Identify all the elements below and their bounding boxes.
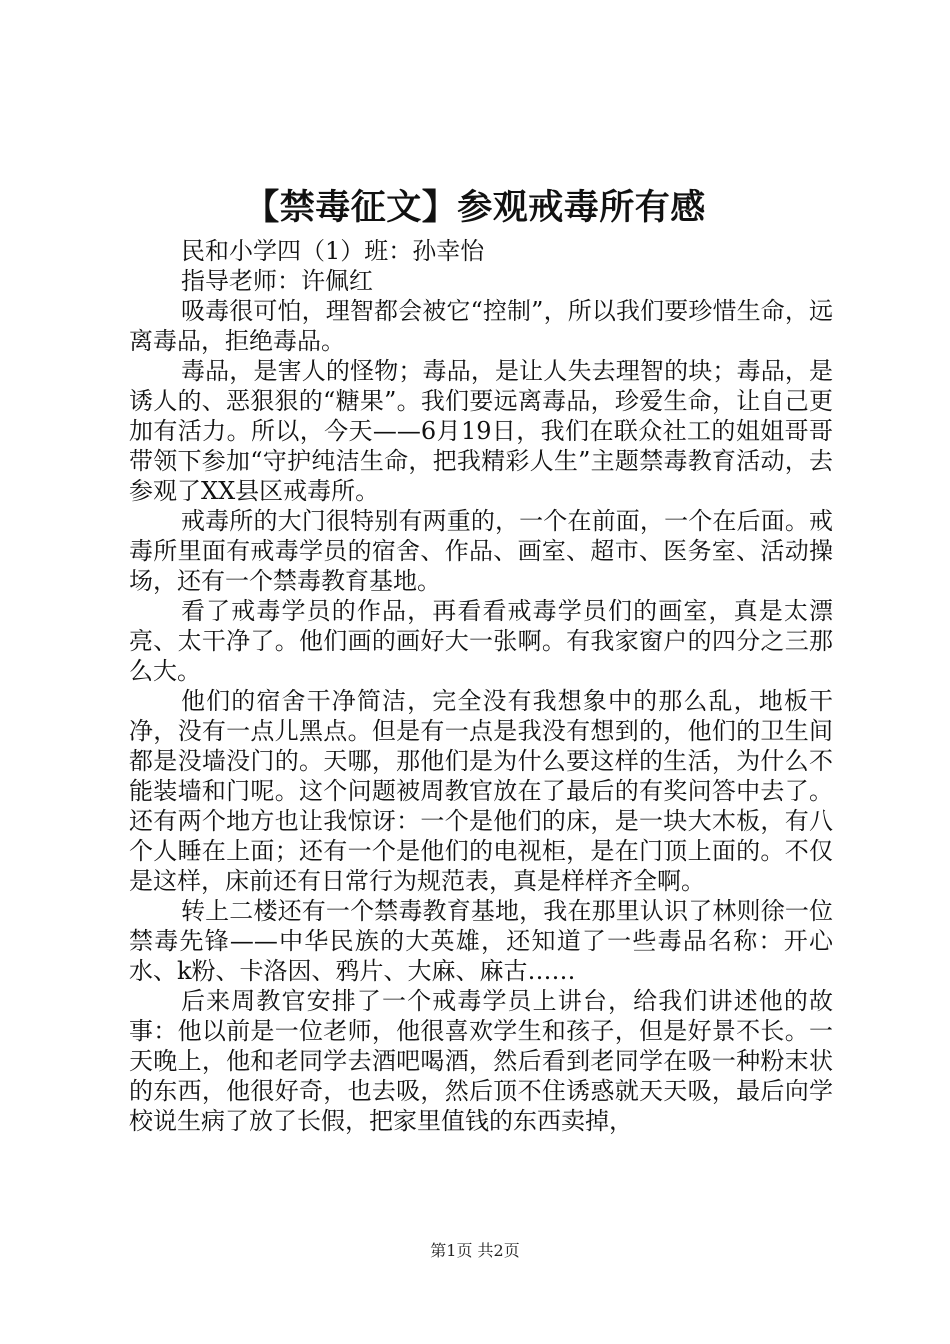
paragraph: 看了戒毒学员的作品，再看看戒毒学员们的画室，真是太漂亮、太干净了。他们画的画好大一张啊。有我家窗户的四分之三那么大。 <box>129 597 833 685</box>
document-title: 【禁毒征文】参观戒毒所有感 <box>244 188 706 228</box>
paragraph: 毒品，是害人的怪物；毒品，是让人失去理智的块；毒品，是诱人的、恶狠狠的“糖果”。我们要远离毒品，珍爱生命，让自己更加有活力。所以，今天——6月19日，我们在联众社工的姐姐哥哥带领下参加“守护纯洁生命，把我精彩人生”主题禁毒教育活动，去参观了XX县区戒毒所。 <box>129 357 833 505</box>
paragraph: 戒毒所的大门很特别有两重的，一个在前面，一个在后面。戒毒所里面有戒毒学员的宿舍、作品、画室、超市、医务室、活动操场，还有一个禁毒教育基地。 <box>129 507 833 595</box>
paragraph: 后来周教官安排了一个戒毒学员上讲台，给我们讲述他的故事：他以前是一位老师，他很喜欢学生和孩子，但是好景不长。一天晚上，他和老同学去酒吧喝酒，然后看到老同学在吸一种粉末状的东西，他很好奇，也去吸，然后顶不住诱惑就天天吸，最后向学校说生病了放了长假，把家里值钱的东西卖掉， <box>129 987 833 1135</box>
paragraph: 吸毒很可怕，理智都会被它“控制”，所以我们要珍惜生命，远离毒品，拒绝毒品。 <box>129 297 833 355</box>
paragraph: 转上二楼还有一个禁毒教育基地，我在那里认识了林则徐一位禁毒先锋——中华民族的大英雄，还知道了一些毒品名称：开心水、k粉、卡洛因、鸦片、大麻、麻古…… <box>129 897 833 985</box>
page-footer: 第1页 共2页 <box>430 1241 520 1260</box>
teacher-line: 指导老师：许佩红 <box>181 267 373 295</box>
author-line: 民和小学四（1）班：孙幸怡 <box>181 237 485 265</box>
document-body <box>129 236 833 1136</box>
paragraph: 他们的宿舍干净简洁，完全没有我想象中的那么乱，地板干净，没有一点儿黑点。但是有一点是我没有想到的，他们的卫生间都是没墙没门的。天哪，那他们是为什么要这样的生活，为什么不能装墙和门呢。这个问题被周教官放在了最后的有奖问答中去了。还有两个地方也让我惊讶：一个是他们的床，是一块大木板，有八个人睡在上面；还有一个是他们的电视柜，是在门顶上面的。不仅是这样，床前还有日常行为规范表，真是样样齐全啊。 <box>129 687 833 895</box>
